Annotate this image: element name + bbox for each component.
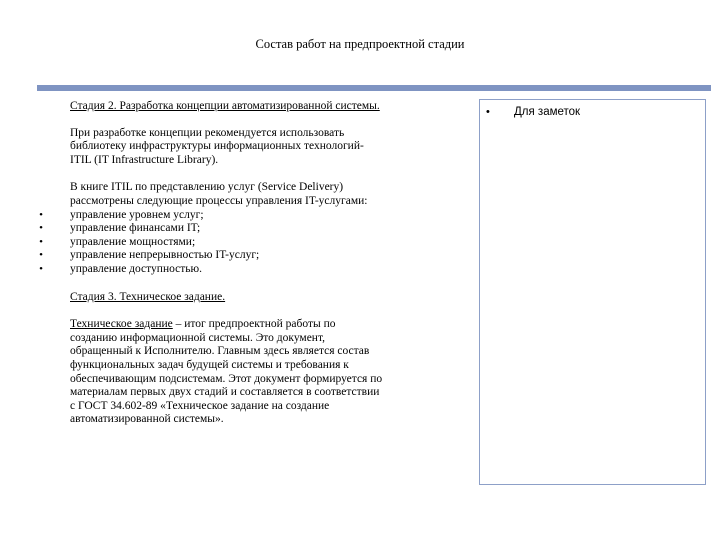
tz-line: с ГОСТ 34.602-89 «Техническое задание на создание (70, 399, 330, 412)
tz-line: обеспечивающим подсистемам. Этот документ формируется по (70, 372, 383, 385)
bullet-icon: • (486, 106, 490, 118)
list-item: • управление непрерывностью IT-услуг; (70, 249, 490, 263)
bullet-icon: • (39, 235, 43, 248)
page-title: Состав работ на предпроектной стадии (255, 37, 465, 51)
process-list (39, 208, 490, 277)
bullet-icon: • (39, 208, 43, 221)
notes-box[interactable] (479, 99, 706, 485)
list-item: • управление финансами IT; (70, 222, 490, 236)
itil-line: ITIL (IT Infrastructure Library). (70, 153, 219, 166)
tz-line: автоматизированной системы». (70, 413, 224, 426)
tz-line: функциональных задач будущей системы и требования к (70, 358, 349, 371)
tz-paragraph (70, 318, 490, 427)
list-item: • управление мощностями; (70, 236, 490, 250)
itil-intro (70, 181, 490, 208)
tz-first-line: Техническое задание – итог предпроектной работы по (70, 318, 336, 331)
bullet-icon: • (39, 262, 43, 275)
stage3-heading: Стадия 3. Техническое задание. (70, 290, 226, 303)
bullet-icon: • (39, 222, 43, 235)
tz-line: обращенный к Исполнителю. Главным здесь является состав (70, 345, 370, 358)
itil-paragraph (70, 127, 490, 168)
tz-line: созданию информационной системы. Это документ, (70, 331, 325, 344)
itil-line: При разработке концепции рекомендуется использовать (70, 126, 345, 139)
main-content (39, 100, 490, 427)
itil-intro-line: В книге ITIL по представлению услуг (Service Delivery) (70, 181, 344, 194)
bullet-icon: • (39, 249, 43, 262)
tz-line: материалам первых двух стадий и составляется в соответствии (70, 386, 380, 399)
itil-line: библиотеку инфраструктуры информационных технологий- (70, 140, 364, 153)
header-divider (37, 85, 711, 91)
list-item: • управление доступностью. (70, 263, 490, 277)
itil-intro-line: рассмотрены следующие процессы управления IT-услугами: (70, 194, 368, 207)
tz-term: Техническое задание (70, 318, 173, 331)
list-item: • управление уровнем услуг; (70, 209, 490, 223)
notes-label: Для заметок (514, 106, 581, 118)
stage2-heading: Стадия 2. Разработка концепции автоматизированной системы. (70, 100, 380, 112)
